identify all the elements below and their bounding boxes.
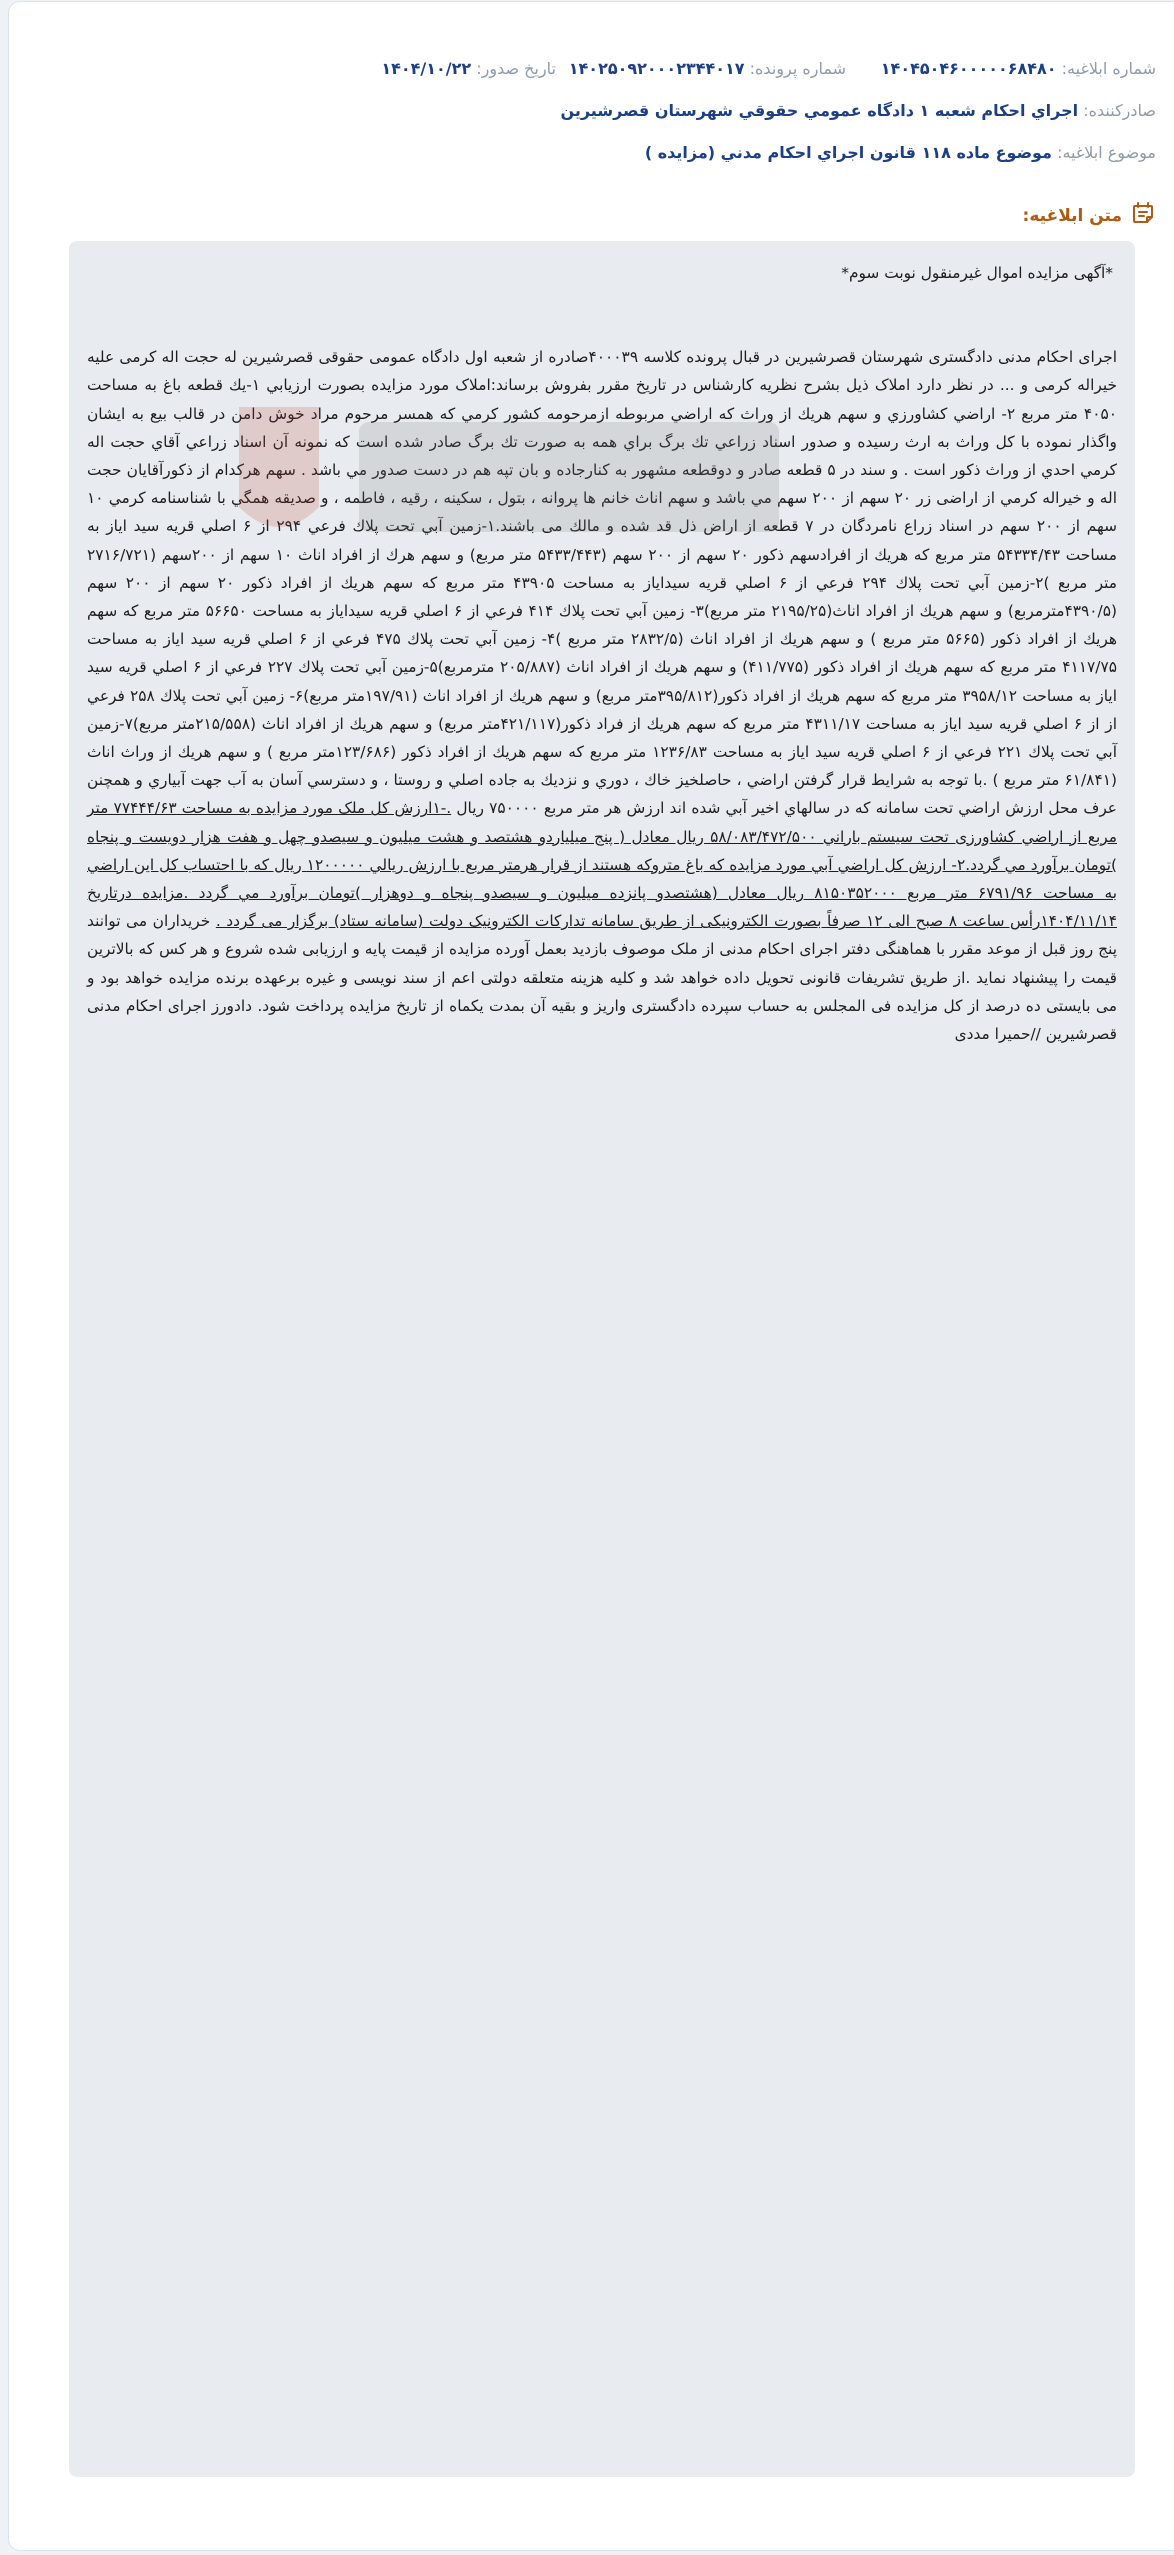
notice-body-title: *آگهی مزایده اموال غیرمنقول نوبت سوم* [841,264,1113,282]
notice-text-heading [1023,200,1156,231]
notice-number [846,57,1156,81]
notice-number-label: شماره ابلاغیه: [1061,59,1156,78]
notice-card [8,1,1174,2551]
notice-meta-row [229,57,1156,81]
issue-date-label: تاریخ صدور: [476,59,556,78]
issuer-line [560,99,1156,123]
notice-body-part1: اجرای احکام مدنی دادگستری شهرستان قصرشیرین در قبال پرونده کلاسه ۴۰۰۰۳۹صادره از شعبه اول دادگاه عمومی حقوقی قصرشیرین له حجت اله کرمی علیه خیراله کرمی و ... در نظر دارد املاک ذیل بشرح نظریه کارشناس در تاریخ مقرر بفروش برساند:املاک مورد مزايده بصورت ارزيابي ۱-يك قطعه باغ به مساحت ۴۰۵۰ متر مربع ۲- اراضي كشاورزي و سهم هريك از وراث كه اراضي مربوطه ازمرحومه كشور كرمي كه همسر مرحوم مراد خوش دامن در قالب بيع به ايشان واگذار نموده با كل وراث به ارث رسيده و صدور اسناد زراعي تك برگ براي همه به صورت تك برگ صادر شده است كه نمونه آن اسناد زراعي آقاي حجت اله كرمي احدي از وراث ذكور است . و سند در ۵ قطعه صادر و دوقطعه مشهور به كنارجاده و بان تپه هم در دست صدور مي باشد . سهم هركدام از ذكورآقايان حجت اله و خيراله كرمي از اراضی زر ۲۰ سهم از ۲۰۰ سهم مي باشد و سهم اناث خانم ها پروانه ، بتول ، سكينه ، رقيه ، فاطمه ، و صديقه همگي با شناسنامه كرمي ۱۰ سهم از ۲۰۰ سهم در اسناد زراع نامردگان در ۷ قطعه از اراض ذل قد شده و مالك می باشند.۱-زمين آبي تحت پلاك فرعي ۲۹۴ از ۶ اصلي قريه سيد اياز به مساحت ۵۴۳۳۴/۴۳ متر مربع كه هريك از افرادسهم ذكور ۲۰ سهم از ۲۰۰ سهم (۵۴۳۳/۴۴۳ متر مربع) و سهم هرك از افراد اناث ۱۰ سهم از ۲۰۰سهم (۲۷۱۶/۷۲۱ متر مربع )۲-زمين آبي تحت پلاك ۲۹۴ فرعي از ۶ اصلي قريه سيداياز به مساحت ۴۳۹۰۵ متر مربع كه سهم هريك از افراد ذكور ۲۰ سهم از ۲۰۰ سهم (۴۳۹۰/۵مترمربع) و سهم هريك از افراد اناث(۲۱۹۵/۲۵ متر مربع)۳- زمين آبي تحت پلاك ۴۱۴ فرعي از ۶ اصلي قريه سيداياز به مساحت ۵۶۶۵۰ متر مربع كه سهم هريك از افراد ذكور (۵۶۶۵ متر مربع ) و سهم هريك از افراد اناث (۲۸۳۲/۵ متر مربع )۴- زمين آبي تحت پلاك ۴۷۵ فرعي از ۶ اصلي قريه سيد اياز به مساحت ۴۱۱۷/۷۵ متر مربع كه سهم هريك از افراد ذكور (۴۱۱/۷۷۵) و سهم هريك از افراد اناث (۲۰۵/۸۸۷ مترمربع)۵-زمين آبي تحت پلاك ۲۲۷ فرعي از ۶ اصلي قريه سيد اياز به مساحت ۳۹۵۸/۱۲ متر مربع كه سهم هريك از افراد ذكور(۳۹۵/۸۱۲متر مربع) و سهم هريك از افراد اناث (۱۹۷/۹۱متر مربع)۶- زمين آبي تحت پلاك ۲۵۸ فرعي از از ۶ اصلي قريه سيد اياز به مساحت ۴۳۱۱/۱۷ متر مربع كه سهم هريك از فراد ذكور(۴۲۱/۱۱۷متر مربع) و سهم هريك از افراد اناث (۲۱۵/۵۵۸متر مربع)۷-زمين آبي تحت پلاك ۲۲۱ فرعي از ۶ اصلي قريه سيد اياز به مساحت ۱۲۳۶/۸۳ متر مربع كه سهم هريك از افراد ذكور (۱۲۳/۶۸۶متر مربع ) و سهم هريك از وراث اناث (۶۱/۸۴۱ متر مربع ) .با توجه به شرايط قرار گرفتن اراضي ، حاصلخيز خاك ، دوري و نزديك به جاده اصلي و روستا ، و دسترسي آسان به آب جهت آبياري و همچنن عرف محل ارزش اراضي تحت سامانه كه در سالهاي اخير آبي شده اند ارزش هر متر مربع ۷۵۰۰۰۰ ريال [87,348,1118,818]
notice-body [69,241,1135,2477]
case-number-label: شماره پرونده: [749,59,846,78]
issue-date-value: ۱۴۰۴/۱۰/۲۲ [381,59,472,78]
subject-line [645,141,1156,165]
issue-date [381,57,556,81]
notice-text-heading-label: متن ابلاغیه: [1022,205,1122,226]
notice-body-part2: خریداران می توانند پنج روز قبل از موعد مقرر با هماهنگی دفتر اجرای احکام مدنی از ملک موصوف بازدید بعمل آورده مزایده از قیمت پایه و ارزیابی شده شروع و هر کس که بالاترین قیمت را پیشنهاد نماید .از طریق تشریفات قانونی تحویل داده خواهد شد و کلیه هزینه متعلقه دولتی اعم از سند نویسی و غیره برعهده برنده مزایده خواهد بود و می بایستی ده درصد از کل مزایده فی المجلس به حساب سپرده دادگستری واریز و بقیه آن بمدت یکماه از تاریخ مزایده پرداخت شود. دادورز اجرای احکام مدنی قصرشیرین //حمیرا مددی [87,912,1117,1044]
subject-label: موضوع ابلاغیه: [1057,143,1156,162]
notice-body-underlined: .-۱ارزش كل ملک مورد مزايده به مساحت ۷۷۴۴۴/۶۳ متر مربع از اراضي كشاورزی تحت سيستم باراني ۵۸/۰۸۳/۴۷۲/۵۰۰ ريال معادل ( پنج ميلياردو هشتصد و هشت ميليون و سيصدو چهل و هفت هزار دويست و پنجاه )تومان برآورد مي گردد.۲- ارزش كل اراضي آبي مورد مزايده كه باغ متروكه هستند از قرار هرمتر مربع با ارزش ريالي ۱۲۰۰۰۰۰ ريال كه با احتساب كل اين اراضي به مساحت ۶۷۹۱/۹۶ متر مربع ۸۱۵۰۳۵۲۰۰۰ ريال معادل (هشتصدو پانزده ميليون و سيصدو پنجاه و دوهزار )تومان برآورد مي گردد .مزایده درتاریخ ۱۴۰۴/۱۱/۱۴رأس ساعت ۸ صبح الی ۱۲ صرفاً بصورت الکترونیکی از طریق سامانه تدارکات الکترونیک دولت (سامانه ستاد) برگزار می گردد . [87,799,1118,931]
issuer-label: صادرکننده: [1083,101,1156,120]
case-number-value: ۱۴۰۲۵۰۹۲۰۰۰۲۳۴۴۰۱۷ [568,59,745,78]
notice-number-value: ۱۴۰۴۵۰۴۶۰۰۰۰۰۶۸۴۸۰ [880,59,1057,78]
notice-body-text [87,343,1117,1048]
subject-value: موضوع ماده ۱۱۸ قانون اجراي احكام مدني (مزايده ) [644,143,1052,162]
notepad-icon [1130,200,1156,231]
case-number [556,57,846,81]
issuer-value: اجراي احكام شعبه ۱ دادگاه عمومي حقوقي شهرستان قصرشيرين [560,101,1079,120]
